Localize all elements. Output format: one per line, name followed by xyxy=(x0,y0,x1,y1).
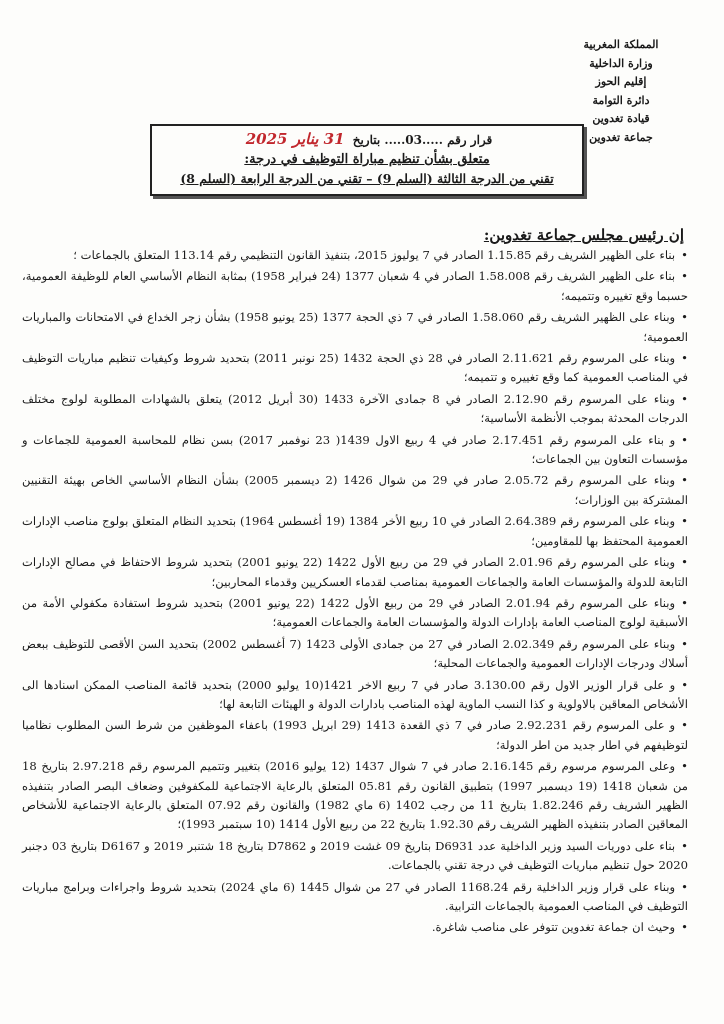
decision-title-box xyxy=(150,124,584,196)
clause-item: • وعلى المرسوم مرسوم رقم 2.16.145 صادر في 7 شوال 1437 (12 يوليو 2016) بتغيير وتتميم المرسوم رقم 2.97.218 بتاريخ 18 من شعبان 1418 (19 ديسمبر 1997) بتطبيق القانون رقم 05.81 المتعلق بالرعاية الاجتماعية للمكفوفين وضعاف البصر الصادر بتنفيذه الظهير الشريف رقم 1.82.246 بتاريخ 11 من رجب 1402 (6 ماي 1982) والقانون رقم 07.92 المتعلق بالرعاية الاجتماعية للأشخاص المعاقين الصادر بتنفيذه الظهير الشريف رقم 1.92.30 بتاريخ 22 من ربيع الأول 1414 (10 سبتمبر 1993)؛ xyxy=(22,757,688,835)
decision-reference: قرار رقم .....03..... بتاريخ 31 يناير 2025 xyxy=(245,130,493,148)
clause-item: • وبناء على المرسوم رقم 2.05.72 صادر في 29 من شوال 1426 (2 ديسمبر 2005) بشأن النظام الأساسي الخاص بهيئة التقنيين المشتركة بين الوزارات؛ xyxy=(22,471,688,510)
decision-number: 03 xyxy=(405,133,422,147)
clause-item: • وبناء على قرار وزير الداخلية رقم 1168.24 الصادر في 27 من شوال 1445 (6 ماي 2024) بتحديد شروط واجراءات وبرامج مباريات التوظيف في المناصب العمومية بالجماعات الترابية. xyxy=(22,878,688,917)
clause-item: • و على قرار الوزير الاول رقم 3.130.00 صادر في 7 ربيع الاخر 1421(10 يوليو 2000) بتحديد قائمة المناصب الممكن اسنادها الى الأشخاص المعاقين بالاولوية و كذا النسب الماوية لهذه المناصب بادارات الدولة و الهيئات التابعة لها؛ xyxy=(22,676,688,715)
clause-item: • بناء على الظهير الشريف رقم 1.58.008 الصادر في 4 شعبان 1377 (24 فبراير 1958) بمثابة النظام الأساسي العام للوظيفة العمومية، حسبما وقع تغييره وتتميمه؛ xyxy=(22,267,688,306)
decision-prefix: قرار رقم xyxy=(447,133,493,147)
header-line: جماعة تغدوين xyxy=(589,130,653,144)
clause-item: • وبناء على الظهير الشريف رقم 1.58.060 الصادر في 7 ذي الحجة 1377 (25 يونيو 1958) بشأن زجر الخداع في الامتحانات والمباريات العمومية؛ xyxy=(22,308,688,347)
subject-line: متعلق بشأن تنظيم مباراة التوظيف في درجة: xyxy=(244,152,490,167)
president-heading: إن رئيس مجلس جماعة تغدوين: xyxy=(483,226,684,244)
clause-item: • وبناء على المرسوم رقم 2.02.349 الصادر في 27 من جمادى الأولى 1423 (7 أغسطس 2002) بتحديد السن الأقصى للتوظيف ببعض أسلاك ودرجات الإدارات العمومية والجماعات المحلية؛ xyxy=(22,635,688,674)
date-stamp: 31 يناير 2025 xyxy=(245,130,345,148)
date-prefix: بتاريخ xyxy=(352,133,381,147)
clause-item: • وبناء على المرسوم رقم 2.64.389 الصادر في 10 ربيع الأخر 1384 (19 أغسطس 1964) بتحديد النظام المتعلق بولوج مناصب الإدارات العمومية المحتفظ بها للمقاومين؛ xyxy=(22,512,688,551)
header-line: إقليم الحوز xyxy=(595,75,647,88)
header-line: دائرة التوامة xyxy=(592,93,650,107)
legal-basis-list xyxy=(22,246,688,940)
header-line: وزارة الداخلية xyxy=(589,56,653,70)
clause-item: • وبناء على المرسوم رقم 2.01.94 الصادر في 29 من ربيع الأول 1422 (22 يونيو 2001) بتحديد شروط استفادة مكفولي الأمة من الأسبقية لولوج المناصب العامة بإدارات الدولة والمؤسسات العامة والجماعات العمومية؛ xyxy=(22,594,688,633)
clause-item: • بناء على دوريات السيد وزير الداخلية عدد D6931 بتاريخ 09 غشت 2019 و D7862 بتاريخ 18 شتنبر 2019 و D6167 بتاريخ 03 دجنبر 2020 حول تنظيم مباريات التوظيف في درجة تقني بالجماعات. xyxy=(22,837,688,876)
clause-item: • وحيث ان جماعة تغدوين تتوفر على مناصب شاغرة. xyxy=(22,918,688,937)
header-line: المملكة المغربية xyxy=(583,38,659,51)
clause-item: • بناء على الظهير الشريف رقم 1.15.85 الصادر في 7 يوليوز 2015، بتنفيذ القانون التنظيمي رقم 113.14 المتعلق بالجماعات ؛ xyxy=(22,246,688,265)
clause-item: • وبناء على المرسوم رقم 2.12.90 الصادر في 8 جمادى الآخرة 1433 (30 أبريل 2012) يتعلق بالشهادات المطلوبة لولوج مختلف الدرجات المحدثة بموجب الأنظمة الأساسية؛ xyxy=(22,390,688,429)
clause-item: • و بناء على المرسوم رقم 2.17.451 صادر في 4 ربيع الاول 1439( 23 نوفمبر 2017) بسن نظام للمحاسبة العمومية للجماعات و مؤسسات التعاون بين الجماعات؛ xyxy=(22,431,688,470)
header-line: قيادة تغدوين xyxy=(592,112,650,125)
grade-line: تقني من الدرجة الثالثة (السلم 9) – تقني من الدرجة الرابعة (السلم 8) xyxy=(180,171,554,186)
clause-item: • وبناء على المرسوم رقم 2.01.96 الصادر في 29 من ربيع الأول 1422 (22 يونيو 2001) بتحديد شروط الاحتفاظ في مصالح الإدارات التابعة للدولة والمؤسسات العامة والجماعات العمومية بمناصب لقدماء العسكريين وقدماء المحاربين؛ xyxy=(22,553,688,592)
clause-item: • و على المرسوم رقم 2.92.231 صادر في 7 ذي القعدة 1413 (29 ابريل 1993) باعفاء الموظفين من شرط السن المطلوب نظاميا لتوظيفهم في اطار جديد من اطر الدولة؛ xyxy=(22,716,688,755)
clause-item: • وبناء على المرسوم رقم 2.11.621 الصادر في 28 ذي الحجة 1432 (25 نونبر 2011) بتحديد شروط وكيفيات تنظيم مباريات التوظيف في المناصب العمومية كما وقع تغييره و تتميمه؛ xyxy=(22,349,688,388)
